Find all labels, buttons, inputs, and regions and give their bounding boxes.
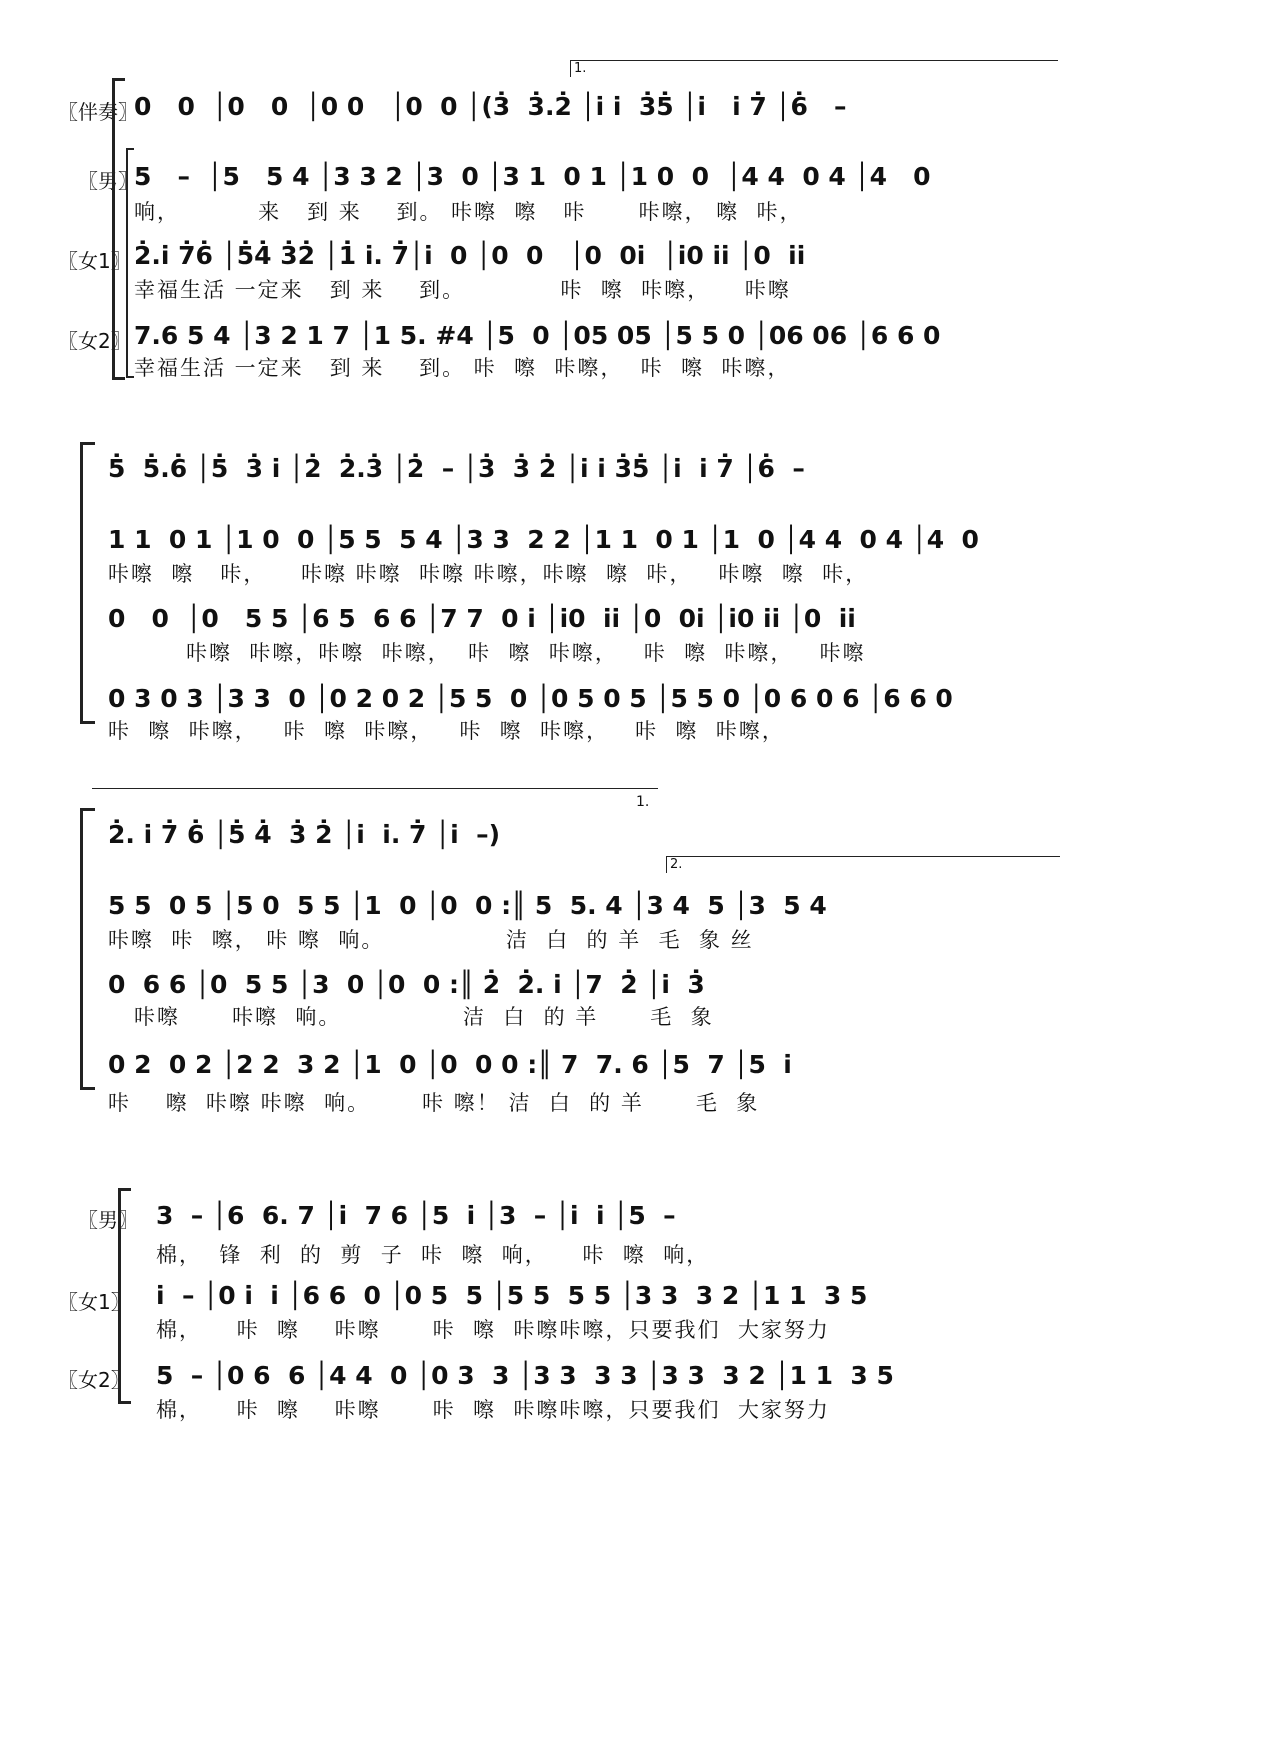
row-male-notes: 5 5 0 5 │5 0 5 5 │1 0 │0 0 :║ 5 5. 4 │3 4 5 │3 5 4 [108,891,827,920]
row-accomp: 0 0 │0 0 │0 0 │0 0 │(3̇ 3̇.2̇ │i̇ i̇ 3̇5̇ │i̇ i̇ 7̇ │6̇ – [134,92,847,121]
row-female2-notes: 0 3 0 3 │3 3 0 │0 2 0 2 │5 5 0 │0 5 0 5 │5 5 0 │0 6 0 6 │6 6 0 [108,684,953,713]
row-female1-notes: 0 0 │0 5 5 │6 5 6 6 │7 7 0 i̇ │i̇0 i̇i̇ │0 0i̇ │i̇0 i̇i̇ │0 i̇i̇ [108,604,856,633]
row-female2-notes: 7.6 5 4 │3 2 1 7 │1 5. #4 │5 0 │05 05 │5 5 0 │06 06 │6 6 0 [134,321,941,350]
row-male-lyrics: 咔嚓 嚓 咔， 咔嚓 咔嚓 咔嚓 咔嚓，咔嚓 嚓 咔， 咔嚓 嚓 咔， [108,562,869,586]
volta-2: 2. [666,856,1060,873]
volta-1: 1. [570,60,1058,77]
part-label-male: 〖男〗 [78,1208,138,1232]
voice-bracket [126,148,134,378]
row-female2-lyrics: 棉， 咔 嚓 咔嚓 咔 嚓 咔嚓咔嚓，只要我们 大家努力 [156,1398,830,1422]
row-female1-lyrics: 幸福生活 一定来 到 来 到。 咔 嚓 咔嚓， 咔嚓 [134,278,791,302]
part-label-female2: 〖女2〗 [58,329,131,353]
part-label-female1: 〖女1〗 [58,1290,131,1314]
row-male-lyrics: 响， 来 到 来 到。 咔嚓 嚓 咔 咔嚓， 嚓 咔， [134,200,803,224]
row-female1-notes: 2̇.i̇ 7̇6̇ │5̇4̇ 3̇2̇ │1̇ i̇. 7̇│i̇ 0 │0 0 │0 0i̇ │i̇0 i̇i̇ │0 i̇i̇ [134,241,806,270]
row-accomp: 2̇. i̇ 7̇ 6̇ │5̇ 4̇ 3̇ 2̇ │i̇ i̇. 7̇ │i̇ –) [108,820,501,849]
row-female1-notes: i̇ – │0 i̇ i̇ │6 6 0 │0 5 5 │5 5 5 5 │3 3 3 2 │1 1 3 5 [156,1281,868,1310]
row-female2-lyrics: 幸福生活 一定来 到 来 到。 咔 嚓 咔嚓， 咔 嚓 咔嚓， [134,356,791,380]
volta-1-label: 1. [636,794,650,810]
row-female1-lyrics: 咔嚓 咔嚓，咔嚓 咔嚓， 咔 嚓 咔嚓， 咔 嚓 咔嚓， 咔嚓 [108,641,866,665]
row-female1-notes: 0 6 6 │0 5 5 │3 0 │0 0 :║ 2̇ 2̇. i̇ │7 2̇ │i̇ 3̇ [108,970,705,999]
row-male-lyrics: 棉， 锋 利 的 剪 子 咔 嚓 响， 咔 嚓 响， [156,1243,710,1267]
part-label-accomp: 〖伴奏〗 [58,100,138,124]
row-male-lyrics: 咔嚓 咔 嚓， 咔 嚓 响。 洁 白 的 羊 毛 象 丝 [108,928,754,952]
volta-1-line [92,788,658,789]
system-bracket [118,1188,131,1404]
row-male-notes: 3 – │6 6. 7 │i̇ 7 6 │5 i̇ │3 – │i̇ i̇ │5 – [156,1201,676,1230]
row-female2-lyrics: 咔 嚓 咔嚓， 咔 嚓 咔嚓， 咔 嚓 咔嚓， 咔 嚓 咔嚓， [108,719,785,743]
row-male-notes: 5 – │5 5 4 │3 3 2 │3 0 │3 1 0 1 │1 0 0 │4 4 0 4 │4 0 [134,162,931,191]
part-label-female2: 〖女2〗 [58,1368,131,1392]
row-female1-lyrics: 棉， 咔 嚓 咔嚓 咔 嚓 咔嚓咔嚓，只要我们 大家努力 [156,1318,830,1342]
row-female2-lyrics: 咔 嚓 咔嚓 咔嚓 响。 咔 嚓！ 洁 白 的 羊 毛 象 [108,1091,760,1115]
system-bracket [80,808,95,1090]
system-bracket [112,78,125,380]
row-female1-lyrics: 咔嚓 咔嚓 响。 洁 白 的 羊 毛 象 [108,1005,714,1029]
part-label-female1: 〖女1〗 [58,249,131,273]
part-label-male: 〖男〗 [78,169,138,193]
row-accomp: 5̇ 5̇.6̇ │5̇ 3̇ i̇ │2̇ 2̇.3̇ │2̇ – │3̇ 3̇ 2̇ │i̇ i̇ 3̇5̇ │i̇ i̇ 7̇ │6̇ – [108,454,805,483]
row-female2-notes: 0 2 0 2 │2 2 3 2 │1 0 │0 0 0 :║ 7 7. 6 │5 7 │5 i̇ [108,1050,792,1079]
system-bracket [80,442,95,724]
row-male-notes: 1 1 0 1 │1 0 0 │5 5 5 4 │3 3 2 2 │1 1 0 1 │1 0 │4 4 0 4 │4 0 [108,525,979,554]
row-female2-notes: 5 – │0 6 6 │4 4 0 │0 3 3 │3 3 3 3 │3 3 3 2 │1 1 3 5 [156,1361,894,1390]
